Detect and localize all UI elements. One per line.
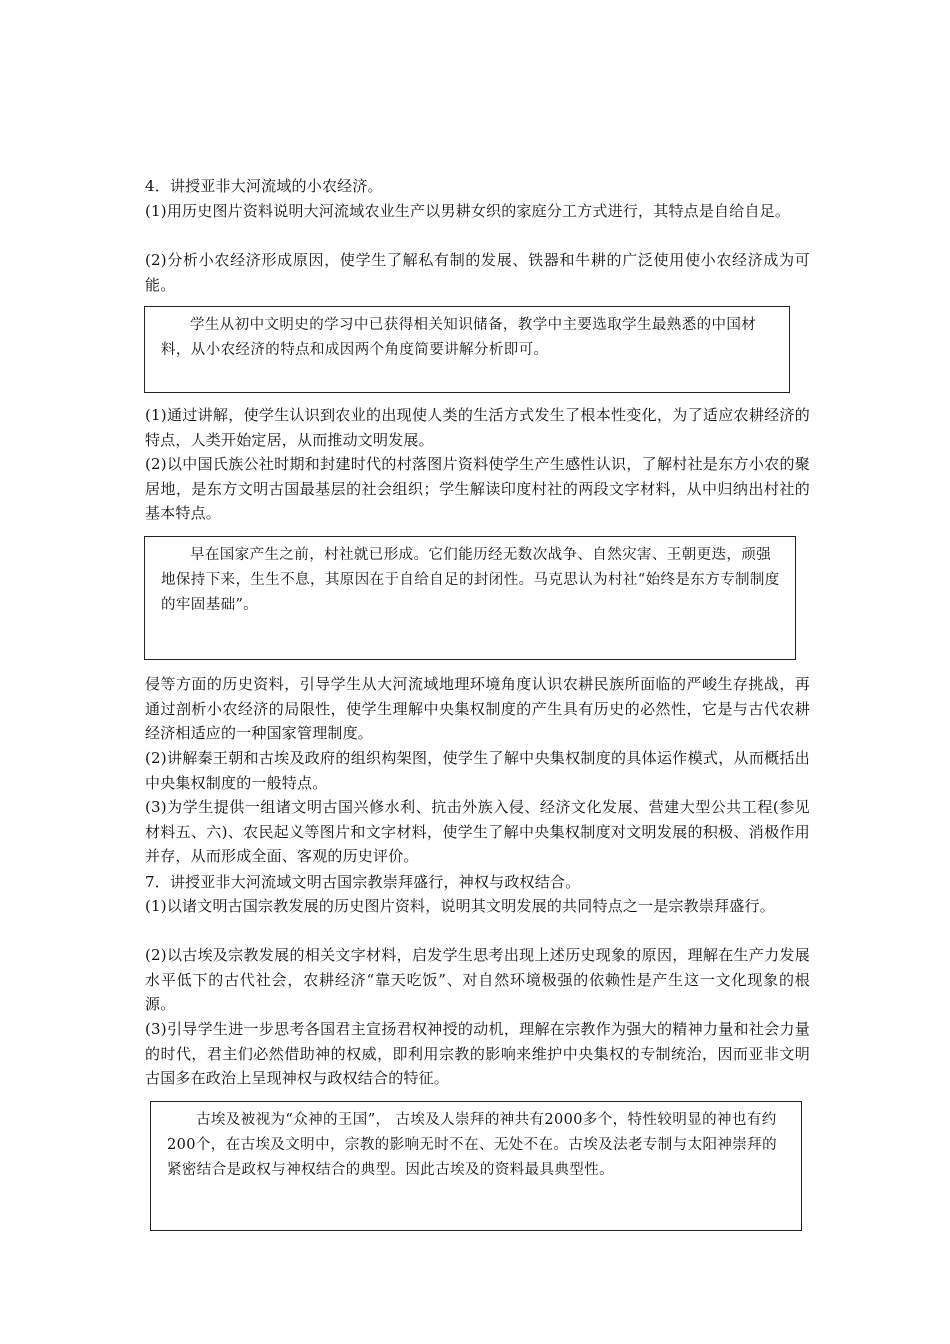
section5-point2: (2)以中国氏族公社时期和封建时代的村落图片资料使学生产生感性认识，了解村社是东方小农的聚居地，是东方文明古国最基层的社会组织；学生解读印度村社的两段文字材料，从中归纳出村社的基本特点。	[145, 455, 810, 522]
teaching-note-box-1	[144, 306, 790, 393]
section4-point1: (1)用历史图片资料说明大河流域农业生产以男耕女织的家庭分工方式进行，其特点是自给自足。	[145, 202, 791, 220]
teaching-note-text-1: 学生从初中文明史的学习中已获得相关知识储备，教学中主要选取学生最熟悉的中国材料，从小农经济的特点和成因两个角度简要讲解分析即可。	[161, 317, 757, 358]
section7-point1: (1)以诸文明古国宗教发展的历史图片资料，说明其文明发展的共同特点之一是宗教崇拜盛行。	[145, 897, 775, 915]
section7-point2: (2)以古埃及宗教发展的相关文字材料，启发学生思考出现上述历史现象的原因，理解在生产力发展水平低下的古代社会，农耕经济“靠天吃饭”、对自然环境极强的依赖性是产生这一文化现象的根源。	[145, 946, 810, 1013]
section5-point1: (1)通过讲解，使学生认识到农业的出现使人类的生活方式发生了根本性变化，为了适应农耕经济的特点，人类开始定居，从而推动文明发展。	[145, 406, 810, 449]
section6-point2: (2)讲解秦王朝和古埃及政府的组织构架图，使学生了解中央集权制度的具体运作模式，从而概括出中央集权制度的一般特点。	[145, 749, 810, 792]
teaching-note-box-2	[144, 536, 796, 660]
teaching-note-box-3	[150, 1101, 802, 1231]
section4-heading: 4．讲授亚非大河流域的小农经济。	[145, 177, 383, 195]
section4-point2: (2)分析小农经济形成原因，使学生了解私有制的发展、铁器和牛耕的广泛使用使小农经济成为可能。	[145, 251, 810, 294]
section6-point1-rest: 侵等方面的历史资料，引导学生从大河流域地理环境角度认识农耕民族所面临的严峻生存挑战，再通过剖析小农经济的局限性，使学生理解中央集权制度的产生具有历史的必然性，它是与古代农耕经济相适应的一种国家管理制度。	[145, 675, 810, 742]
teaching-note-text-3: 古埃及被视为“众神的王国”， 古埃及人崇拜的神共有2000多个，特性较明显的神也有约200个，在古埃及文明中，宗教的影响无时不在、无处不在。古埃及法老专制与太阳神崇拜的紧密结合是政权与神权结合的典型。因此古埃及的资料最具典型性。	[167, 1112, 777, 1178]
section6-point3: (3)为学生提供一组诸文明古国兴修水利、抗击外族入侵、经济文化发展、营建大型公共工程(参见材料五、六)、农民起义等图片和文字材料，使学生了解中央集权制度对文明发展的积极、消极作用并存，从而形成全面、客观的历史评价。	[145, 798, 810, 865]
teaching-note-text-2: 早在国家产生之前，村社就已形成。它们能历经无数次战争、自然灾害、王朝更迭，顽强地保持下来，生生不息，其原因在于自给自足的封闭性。马克思认为村社“始终是东方专制制度的牢固基础”。	[161, 547, 780, 613]
section7-heading: 7．讲授亚非大河流域文明古国宗教崇拜盛行，神权与政权结合。	[145, 873, 581, 891]
section7-point3: (3)引导学生进一步思考各国君主宣扬君权神授的动机，理解在宗教作为强大的精神力量和社会力量的时代，君主们必然借助神的权威，即利用宗教的影响来维护中央集权的专制统治，因而亚非文明古国多在政治上呈现神权与政权结合的特征。	[145, 1020, 810, 1087]
